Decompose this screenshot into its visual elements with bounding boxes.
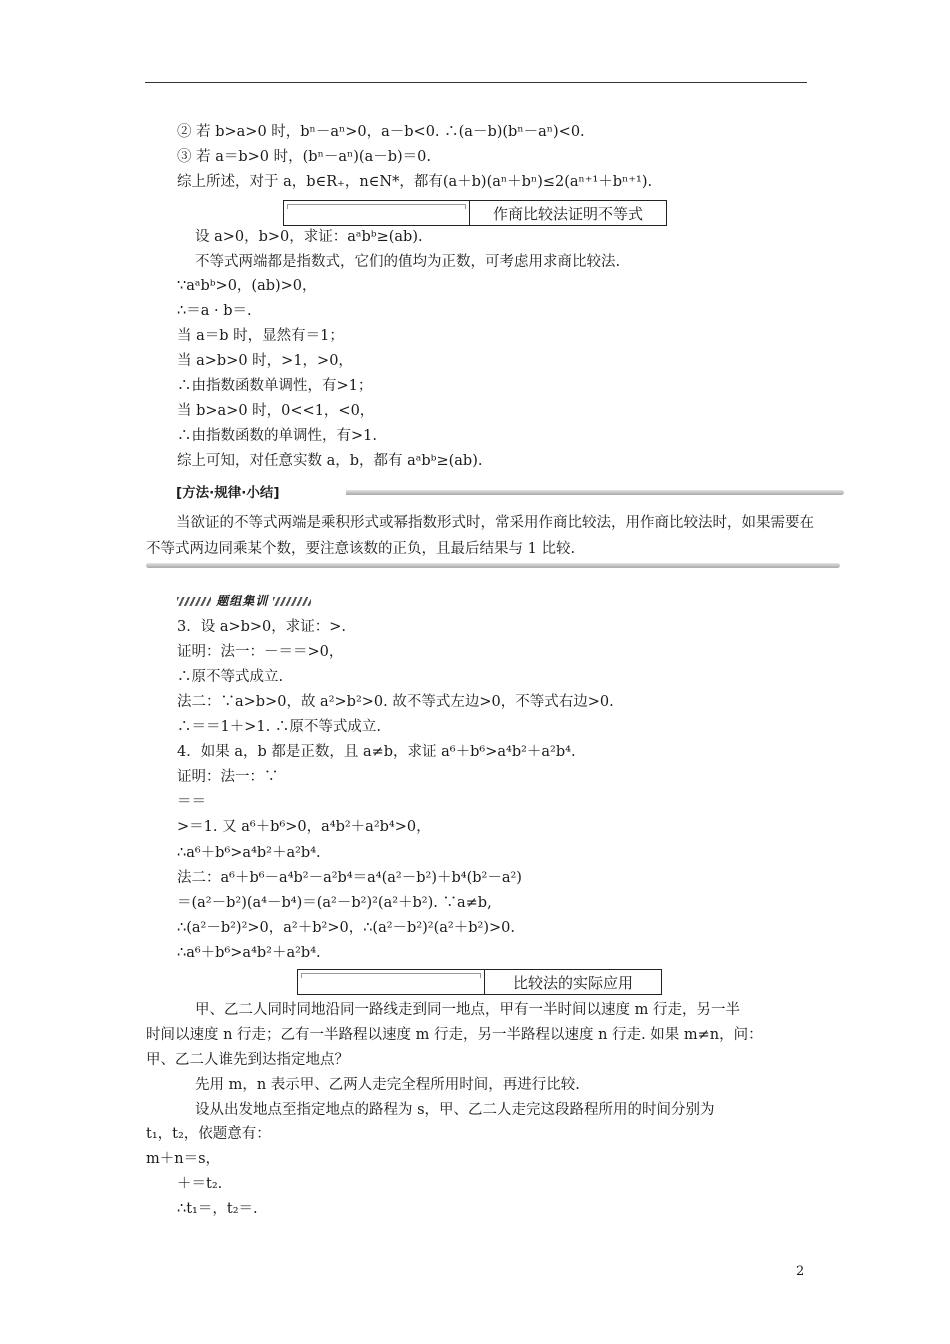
- text-line: ∴(a²－b²)²>0，a²＋b²>0，∴(a²－b²)²(a²＋b²)>0.: [177, 920, 515, 936]
- text-line: >＝1. 又 a⁶＋b⁶>0，a⁴b²＋a²b⁴>0，: [177, 819, 431, 835]
- text-line: ∴由指数函数的单调性，有>1.: [177, 428, 377, 444]
- text-line: t₁，t₂，依题意有：: [146, 1126, 271, 1142]
- text-line: 证明：法一：∵: [177, 769, 279, 785]
- hatch-decoration: [177, 597, 211, 606]
- text-line: 设从出发地点至指定地点的路程为 s，甲、乙二人走完这段路程所用的时间分别为: [195, 1102, 715, 1118]
- method-summary-bottom-bar: [146, 563, 840, 568]
- text-line: ＝＝: [177, 794, 206, 810]
- text-line: 当 a＝b 时，显然有＝1；: [177, 328, 344, 344]
- text-line: 综上可知，对任意实数 a，b，都有 aᵃbᵇ≥(ab).: [177, 453, 483, 469]
- method-summary-header: [146, 483, 844, 499]
- method-summary-text: 当欲证的不等式两端是乘积形式或幂指数形式时，常采用作商比较法，用作商比较法时，如果需要在不等式两边同乘某个数，要注意该数的正负，且最后结果与 1 比较.: [146, 515, 814, 557]
- text-line: 3．设 a>b>0，求证：>.: [177, 619, 347, 635]
- text-line: 时间以速度 n 行走；乙有一半路程以速度 m 行走，另一半路程以速度 n 行走. 如果 m≠n，问：: [146, 1027, 763, 1043]
- text-line: 先用 m，n 表示甲、乙两人走完全程所用时间，再进行比较.: [195, 1077, 580, 1093]
- text-line: 法二：∵a>b>0，故 a²>b²>0. 故不等式左边>0，不等式右边>0.: [177, 694, 614, 710]
- text-line: 4．如果 a，b 都是正数，且 a≠b，求证 a⁶＋b⁶>a⁴b²＋a²b⁴.: [177, 744, 576, 760]
- text-line: ∵aᵃbᵇ>0，(ab)>0，: [177, 278, 317, 294]
- text-line: ∴a⁶＋b⁶>a⁴b²＋a²b⁴.: [177, 845, 321, 861]
- section-heading-tag: [298, 970, 485, 994]
- text-line: 设 a>0，b>0，求证：aᵃbᵇ≥(ab).: [195, 229, 423, 245]
- text-line: 法二：a⁶＋b⁶－a⁴b²－a²b⁴＝a⁴(a²－b²)＋b⁴(b²－a²): [177, 870, 522, 886]
- method-summary-label: [方法·规律·小结]: [176, 481, 284, 501]
- text-line: ＝(a²－b²)(a⁴－b⁴)＝(a²－b²)²(a²＋b²). ∵a≠b,: [177, 895, 492, 911]
- text-line: 综上所述，对于 a，b∈R₊，n∈N*，都有(a＋b)(aⁿ＋bⁿ)≤2(aⁿ⁺¹＋bⁿ⁺¹).: [177, 174, 653, 190]
- method-summary-bar: [346, 490, 844, 495]
- section-heading-title: 比较法的实际应用: [512, 973, 633, 992]
- text-line: 证明：法一：－＝＝>0，: [177, 644, 344, 660]
- text-line: ∴a⁶＋b⁶>a⁴b²＋a²b⁴.: [177, 945, 321, 961]
- text-line: 当 a>b>0 时，>1，>0，: [177, 353, 353, 369]
- section-heading-tag: [284, 201, 470, 225]
- text-line: ∴＝a · b＝.: [177, 303, 252, 319]
- text-line: 当 b>a>0 时，0<<1，<0，: [177, 403, 375, 419]
- text-line: ∴原不等式成立.: [177, 669, 284, 685]
- section-heading-box: [297, 969, 662, 995]
- text-line: ∴＝＝1＋>1. ∴原不等式成立.: [177, 719, 381, 735]
- text-line: 不等式两端都是指数式，它们的值均为正数，可考虑用求商比较法.: [195, 254, 621, 270]
- text-line: ∴t₁＝，t₂＝.: [177, 1201, 258, 1217]
- page-number: 2: [796, 1264, 805, 1279]
- group-practice-label: 题组集训: [177, 592, 311, 609]
- section-heading-box: [283, 200, 667, 226]
- text-line: ② 若 b>a>0 时，bⁿ－aⁿ>0，a－b<0. ∴(a－b)(bⁿ－aⁿ)<0.: [177, 124, 585, 140]
- text-line: ③ 若 a＝b>0 时，(bⁿ－aⁿ)(a－b)＝0.: [177, 149, 431, 165]
- text-line: ∴由指数函数单调性，有>1；: [177, 378, 373, 394]
- header-rule: [145, 82, 807, 83]
- text-line: 甲、乙二人谁先到达指定地点？: [146, 1052, 349, 1068]
- text-line: ＋＝t₂.: [177, 1176, 223, 1192]
- text-line: 甲、乙二人同时同地沿同一路线走到同一地点，甲有一半时间以速度 m 行走，另一半: [195, 1002, 740, 1018]
- text-line: m＋n＝s，: [146, 1151, 221, 1167]
- section-heading-title: 作商比较法证明不等式: [492, 204, 643, 223]
- hatch-decoration: [273, 597, 311, 606]
